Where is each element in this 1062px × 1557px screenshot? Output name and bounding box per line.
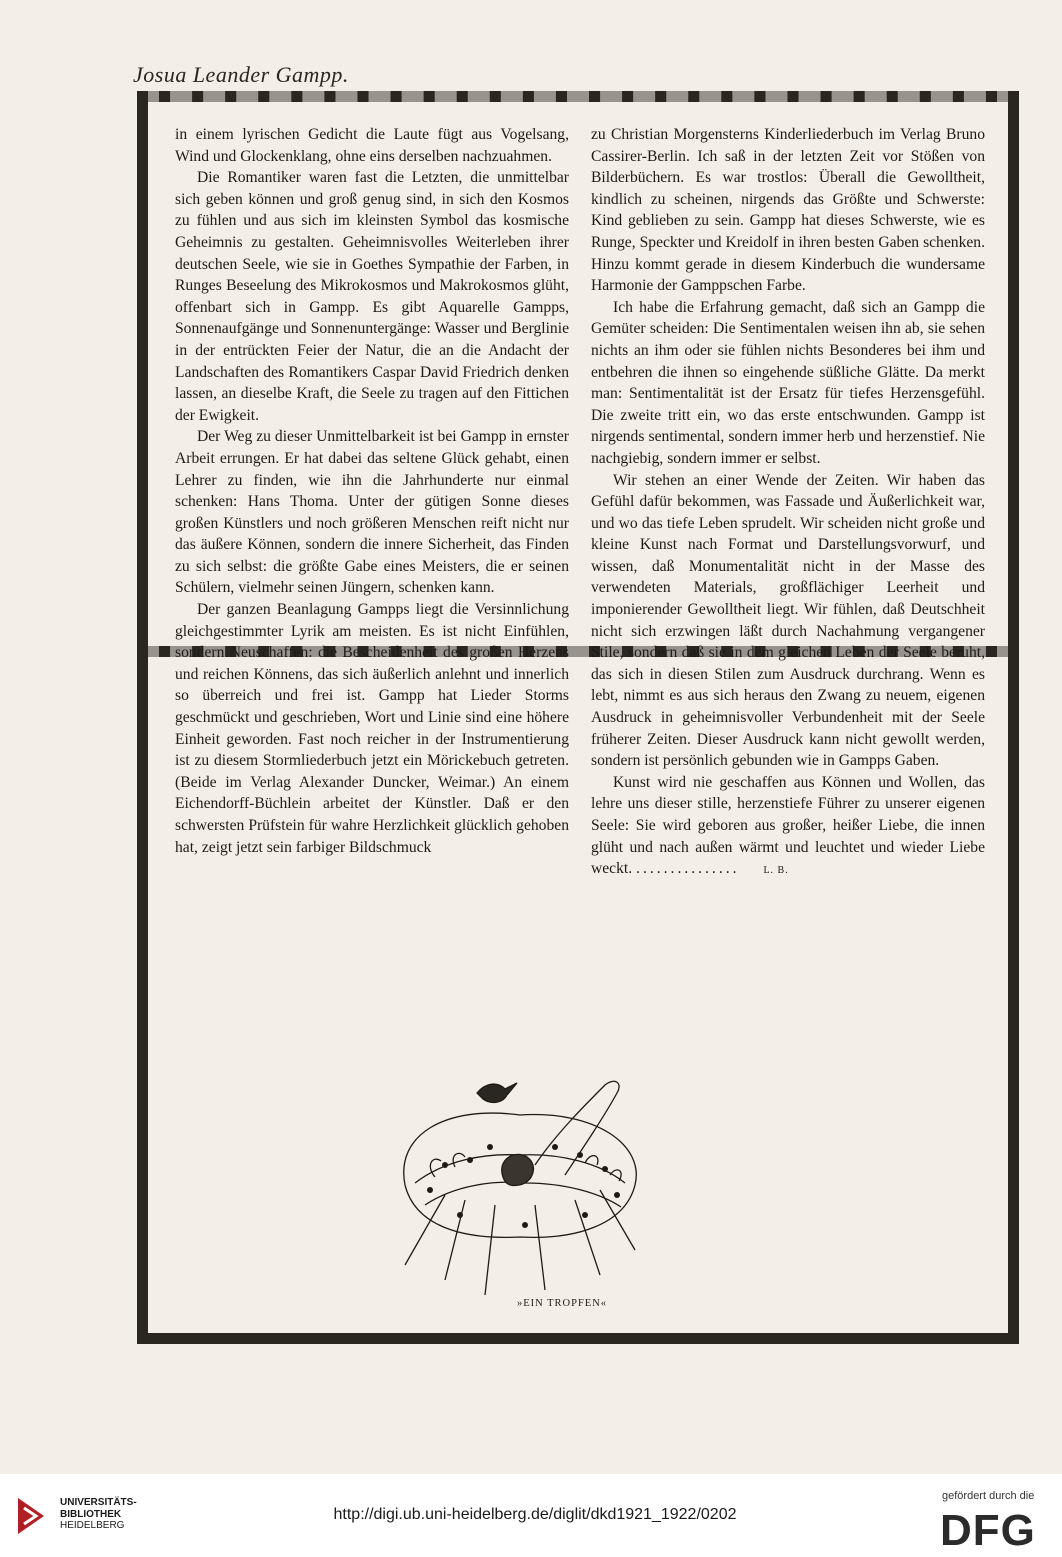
nest-twigs — [405, 1190, 635, 1295]
running-head: Josua Leander Gampp. — [133, 62, 349, 87]
library-name-line: BIBLIOTHEK — [60, 1508, 122, 1520]
frame-border-right — [1008, 91, 1019, 1344]
paragraph-text: Kunst wird nie geschaffen aus Können und Wollen, das lehre uns dieser stille, herzenstiefe Führer zu unserer eigenen Seele: Sie wird geboren aus großer, heißer Liebe, die innen glüht und nach außen wärmt und leuchtet und wieder Liebe weckt. — [591, 773, 985, 878]
nest-illustration — [385, 1065, 655, 1315]
closing-paragraph — [591, 772, 985, 882]
paragraph: Wir stehen an einer Wende der Zeiten. Wir haben das Gefühl dafür bekommen, was Fassade und Äußerlichkeit war, und wo das tiefe Leben sprudelt. Wir scheiden nicht große und kleine Kunst nach Format und Darstellungsvorwurf, und wissen, daß Monumentalität nicht in der Masse des verwendeten Materials, großflächiger Leerheit und imponierender Gewolltheit liegt. Wir fühlen, daß Deutschheit nicht sich erzwingen läßt durch Nachahmung vergangener Stile, sondern daß sie in dem gleichen Leben der Seele beruht, das sich in diesen Stilen zum Ausdruck durchrang. Wenn es lebt, nimmt es aus sich heraus den Zwang zu neuem, eigenen Ausdruck in geheimnisvoller Verbundenheit mit der Seele früherer Zeiten. Dieser Ausdruck kann nicht gewollt werden, sondern ist persönlich gebunden wie in Gampps Gaben. — [591, 471, 985, 770]
frame-border-bottom — [137, 1333, 1019, 1344]
child-head — [502, 1154, 534, 1185]
bird-drawing — [477, 1083, 517, 1102]
library-name-line: UNIVERSITÄTS- — [60, 1497, 137, 1508]
paragraph: Der Weg zu dieser Unmittelbarkeit ist bei Gampp in ernster Arbeit errungen. Er hat dabei das seltene Glück gehabt, einen Lehrer zu finden, wie ihn die Jahrhunderte nur einmal schenken: Hans Thoma. Unter der gütigen Sonne dieses großen Künstlers und noch größeren Menschen reift nicht nur das äußere Können, sondern die innere Sicherheit, das Finden zu sich selbst: die größte Gabe eines Meisters, die er seinen Schülern, vielmehr seinen Jüngern, schenken kann. — [175, 428, 569, 597]
university-library-logo-icon — [14, 1494, 48, 1538]
paragraph: Die Romantiker waren fast die Letzten, die unmittelbar sich geben können und groß genug sind, in sich den Kosmos zu fühlen und aus sich im kleinsten Symbol das kosmische Geheimnis zu gestalten. Geheimnisvolles Weiterleben ihrer deutschen Seele, wie sie in Goethes Sympathie der Farben, in Runges Beseelung des Mikrokosmos und Makrokosmos glüht, offenbart sich in Gampp. Es gibt Aquarelle Gampps, Sonnenaufgänge und Sonnenuntergänge: Wasser und Berglinie in der entrückten Feier der Natur, die an die Andacht der Landschaften des Romantikers Caspar David Friedrich denken lassen, an dieselbe Kraft, die Seele zu tragen auf den Fittichen der Ewigkeit. — [175, 169, 569, 424]
funding-note: gefördert durch die — [942, 1490, 1035, 1502]
author-signature: L. B. — [763, 865, 789, 877]
illustration-caption: »EIN TROPFEN« — [516, 1298, 608, 1309]
paragraph: zu Christian Morgensterns Kinderliederbuch im Verlag Bruno Cassirer-Berlin. Ich saß in der letzten Zeit vor Stößen von Bilderbüchern. Es war trostlos: Überall die Gewolltheit, kindlich zu scheinen, nirgends das Größte und Schwerste: Kind geblieben zu sein. Gampp hat dieses Schwerste, wie es Runge, Speckter und Kreidolf in ihren besten Gaben schenken. Hinzu kommt gerade in diesem Kinderbuch die wundersame Harmonie der Gamppschen Farbe. — [591, 126, 985, 295]
library-name — [60, 1497, 170, 1532]
text-column-left — [175, 124, 569, 858]
frame-border-left — [137, 91, 148, 1344]
paragraph: Der ganzen Beanlagung Gampps liegt die Versinnlichung gleichgestimmter Lyrik am meisten. Es ist nicht Einfühlen, sondern Neuschaffen: die Bescheidenheit des großen Herzens und reichen Könnens, das sich äußerlich anlehnt und innerlich so überreich und frei ist. Gampp hat Lieder Storms geschmückt und geschrieben, Wort und Linie sind eine höhere Einheit geworden. Fast noch reicher in der Instrumentierung ist zu diesem Stormliederbuch jetzt ein Mörickebuch getreten. (Beide im Verlag Alexander Duncker, Weimar.) An einem Eichendorff-Büchlein arbeitet der Künstler. Daß er den schwersten Prüfstein für wahre Herzlichkeit glücklich gehoben hat, zeigt jetzt sein farbiger Bildschmuck — [175, 601, 569, 856]
paragraph: Ich habe die Erfahrung gemacht, daß sich an Gampp die Gemüter scheiden: Die Sentimentalen weisen ihn ab, sie sehen nichts an ihm oder sie fühlen nichts Besonderes bei ihm und entbehren die ihnen so eingehende süßliche Glätte. Da merkt man: Sentimentalität ist der Ersatz für tiefes Herzensgefühl. Die zweite tritt ein, wo das erste entschwunden. Gampp ist nirgends sentimental, sondern immer herb und herzenstief. Nie nachgiebig, sondern immer er selbst. — [591, 298, 985, 467]
dfg-logo: DFG — [940, 1506, 1036, 1555]
text-column-right — [591, 124, 985, 882]
leader-dots: ............... — [636, 860, 740, 878]
paragraph: in einem lyrischen Gedicht die Laute fügt aus Vogelsang, Wind und Glockenklang, ohne eins derselben nachzuahmen. — [175, 126, 569, 165]
library-name-line: HEIDELBERG — [60, 1520, 125, 1531]
source-url-link[interactable]: http://digi.ub.uni-heidelberg.de/diglit/dkd1921_1922/0202 — [333, 1506, 737, 1523]
